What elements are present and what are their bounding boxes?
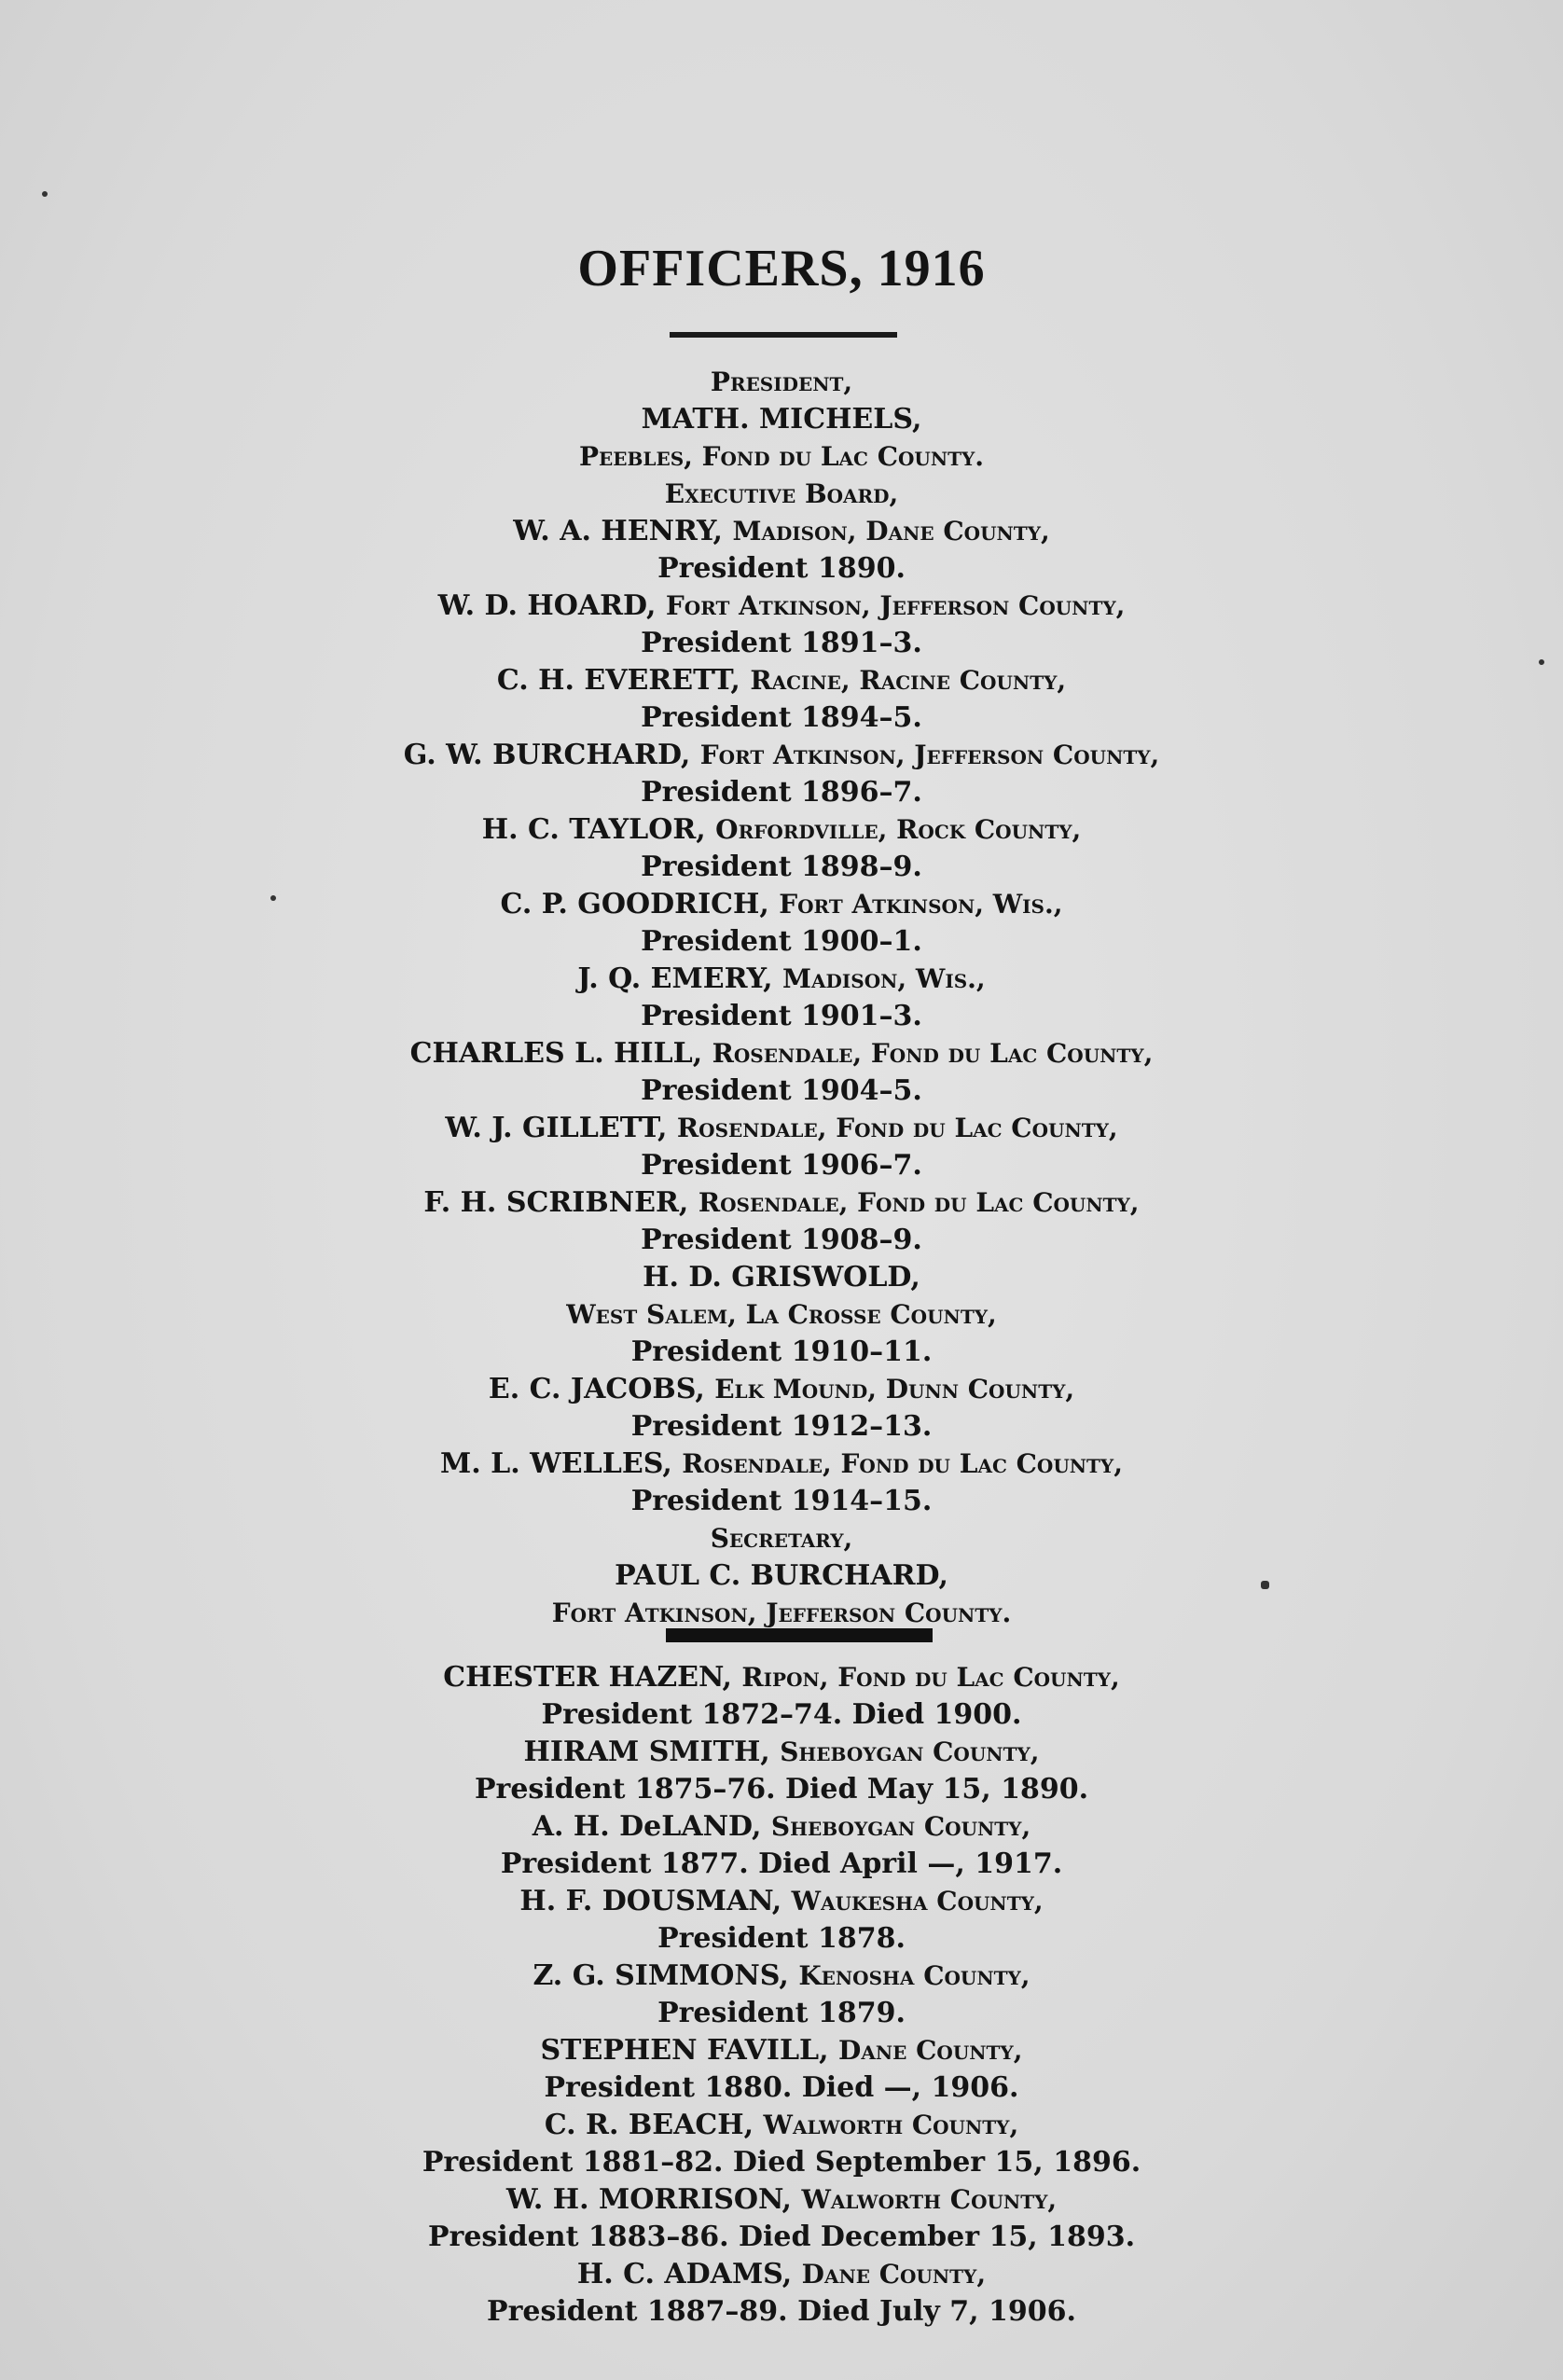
member-term: President 1900–1.	[641, 925, 922, 958]
member-term: President 1912–13.	[630, 1410, 933, 1443]
past-president-name: H. F. DOUSMAN,	[519, 1885, 782, 1917]
print-speck	[1539, 659, 1544, 665]
past-president	[422, 2107, 1141, 2181]
member-name: G. W. BURCHARD,	[403, 739, 691, 771]
past-president-term: President 1875–76. Died May 15, 1890.	[474, 1773, 1089, 1806]
officers-list	[0, 364, 1563, 1632]
past-president-name: C. R. BEACH,	[544, 2109, 754, 2141]
member-place: Fort Atkinson, Jefferson County,	[665, 590, 1126, 621]
past-president-term: President 1878.	[657, 1922, 906, 1955]
past-president-place: Dane County,	[801, 2259, 987, 2290]
member-place: Elk Mound, Dunn County,	[714, 1374, 1075, 1404]
past-president-term: President 1880. Died —, 1906.	[544, 2071, 1019, 2104]
member-name: E. C. JACOBS,	[488, 1373, 705, 1405]
board-member	[410, 1035, 1154, 1110]
board-member	[497, 662, 1066, 737]
past-president-term: President 1877. Died April —, 1917.	[500, 1847, 1063, 1880]
member-name: CHARLES L. HILL,	[409, 1037, 703, 1070]
past-president-place: Dane County,	[838, 2035, 1023, 2066]
member-place: Fort Atkinson, Jefferson County,	[699, 740, 1160, 770]
board-member	[566, 1259, 997, 1371]
board-member	[438, 588, 1126, 662]
board-member	[501, 886, 1063, 961]
past-president-place: Waukesha County,	[791, 1886, 1044, 1916]
board-member	[440, 1446, 1123, 1520]
member-name: W. A. HENRY,	[513, 515, 723, 547]
board-member	[577, 961, 985, 1035]
past-president-name: HIRAM SMITH,	[523, 1736, 770, 1768]
member-name: C. P. GOODRICH,	[500, 888, 769, 920]
past-president-term: President 1887–89. Died July 7, 1906.	[487, 2295, 1076, 2328]
member-term: President 1904–5.	[641, 1074, 922, 1107]
member-place: Rosendale, Fond du Lac County,	[712, 1038, 1154, 1069]
member-place: Fort Atkinson, Wis.,	[779, 889, 1063, 920]
board-member	[513, 513, 1049, 588]
secretary-place: Fort Atkinson, Jefferson County.	[551, 1598, 1012, 1628]
member-term: President 1914–15.	[630, 1485, 933, 1517]
past-president-name: STEPHEN FAVILL,	[540, 2034, 829, 2067]
print-speck	[42, 191, 48, 197]
past-president	[519, 1883, 1043, 1958]
past-president	[487, 2256, 1076, 2331]
past-president-term: President 1872–74. Died 1900.	[541, 1698, 1022, 1731]
member-place: Rosendale, Fond du Lac County,	[698, 1187, 1140, 1218]
member-name: H. C. TAYLOR,	[481, 813, 706, 846]
past-president-term: President 1883–86. Died December 15, 1893.	[427, 2221, 1136, 2253]
member-place: Racine, Racine County,	[750, 665, 1067, 696]
title-divider	[670, 332, 897, 338]
member-name: H. D. GRISWOLD,	[643, 1261, 920, 1294]
past-president-term: President 1879.	[657, 1997, 906, 2029]
past-president-name: Z. G. SIMMONS,	[533, 1959, 789, 1992]
member-term: President 1901–3.	[641, 1000, 922, 1032]
member-name: W. J. GILLETT,	[445, 1112, 668, 1144]
past-president	[541, 2032, 1023, 2107]
member-place: Madison, Dane County,	[732, 516, 1050, 547]
secretary-name: PAUL C. BURCHARD,	[615, 1559, 948, 1592]
board-member	[482, 811, 1081, 886]
past-president-name: CHESTER HAZEN,	[443, 1661, 732, 1694]
past-president-name: H. C. ADAMS,	[576, 2258, 793, 2290]
member-place: Rosendale, Fond du Lac County,	[682, 1448, 1123, 1479]
member-name: W. D. HOARD,	[437, 589, 657, 622]
past-president-place: Sheboygan County,	[780, 1737, 1040, 1767]
member-term: President 1894–5.	[641, 701, 922, 734]
past-presidents-list	[0, 1659, 1563, 2331]
past-president-place: Walworth County,	[801, 2184, 1058, 2215]
member-name: C. H. EVERETT,	[496, 664, 740, 697]
past-president-term: President 1881–82. Died September 15, 1896.	[422, 2146, 1141, 2179]
member-term: President 1890.	[657, 552, 906, 585]
member-place: Rosendale, Fond du Lac County,	[676, 1113, 1118, 1143]
board-member	[404, 737, 1160, 811]
past-president	[501, 1808, 1062, 1883]
past-president-name: A. H. DeLAND,	[532, 1810, 762, 1843]
member-term: President 1898–9.	[641, 851, 922, 883]
board-member	[489, 1371, 1074, 1446]
member-term: President 1910–11.	[630, 1335, 933, 1368]
member-name: J. Q. EMERY,	[577, 962, 773, 995]
board-member	[445, 1110, 1117, 1184]
past-president-name: W. H. MORRISON,	[505, 2183, 792, 2216]
past-president	[475, 1734, 1088, 1808]
member-place: Orfordville, Rock County,	[715, 814, 1082, 845]
print-speck	[270, 895, 276, 901]
past-president	[443, 1659, 1119, 1734]
president-heading: President,	[710, 367, 853, 397]
past-president-place: Walworth County,	[763, 2110, 1019, 2140]
board-member	[423, 1184, 1139, 1259]
past-president	[428, 2181, 1135, 2256]
section-divider	[666, 1628, 933, 1642]
past-president	[533, 1958, 1030, 2032]
member-term: President 1891–3.	[641, 627, 922, 659]
president-name: MATH. MICHELS,	[641, 403, 922, 436]
member-term: President 1896–7.	[641, 776, 922, 809]
past-president-place: Ripon, Fond du Lac County,	[741, 1662, 1120, 1693]
page-title: OFFICERS, 1916	[577, 240, 986, 298]
member-name: M. L. WELLES,	[440, 1447, 672, 1480]
past-president-place: Kenosha County,	[798, 1960, 1030, 1991]
member-name: F. H. SCRIBNER,	[423, 1186, 689, 1219]
member-place: West Salem, La Crosse County,	[566, 1299, 997, 1330]
member-place: Madison, Wis.,	[782, 963, 986, 994]
executive-board-heading: Executive Board,	[664, 478, 899, 509]
secretary-heading: Secretary,	[710, 1523, 853, 1554]
member-term: President 1908–9.	[641, 1224, 922, 1256]
president-place: Peebles, Fond du Lac County.	[578, 441, 985, 472]
member-term: President 1906–7.	[641, 1149, 922, 1182]
past-president-place: Sheboygan County,	[770, 1811, 1031, 1842]
print-speck	[1261, 1581, 1269, 1589]
